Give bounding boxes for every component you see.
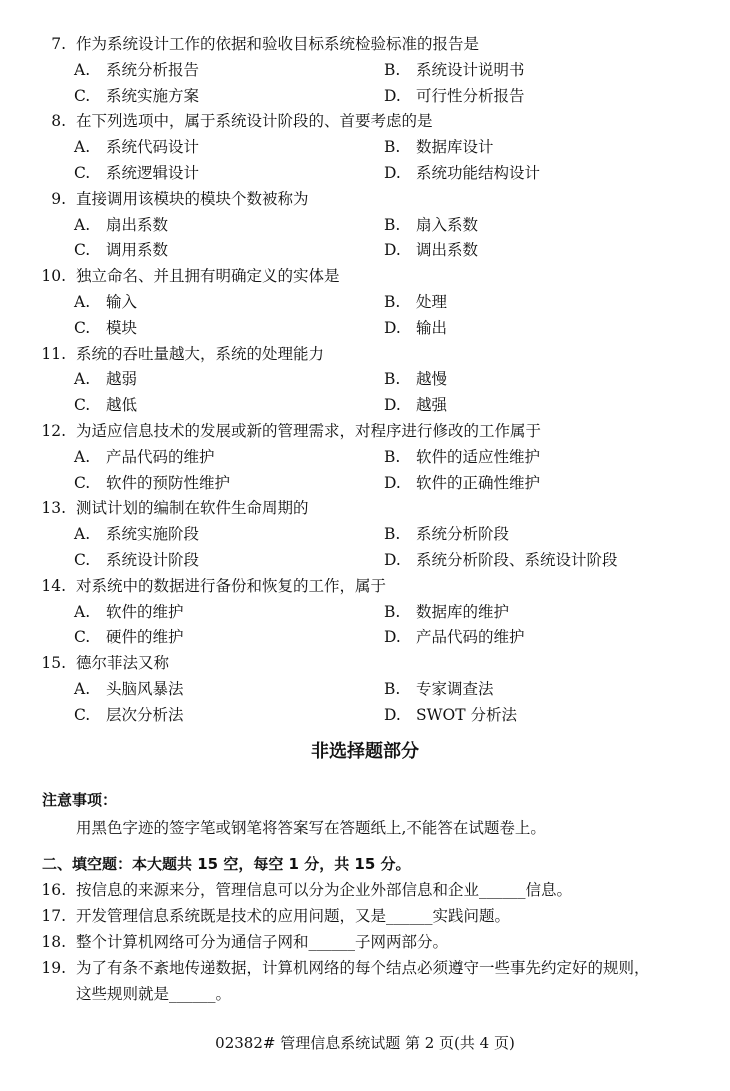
section-title: 非选择题部分	[311, 741, 419, 762]
question-number: 15.	[41, 654, 66, 673]
option-b: B. 数据库设计	[384, 138, 494, 157]
question-number: 13.	[41, 499, 66, 518]
question-number: 7.	[51, 35, 66, 53]
option-b: B. 专家调查法	[384, 679, 494, 698]
question-text: 为了有条不紊地传递数据，计算机网络的每个结点必须遵守一些事先约定好的规则，	[76, 959, 650, 977]
option-b: B. 扇入系数	[384, 215, 479, 234]
question-text: 对系统中的数据进行备份和恢复的工作，属于	[76, 576, 387, 595]
option-row	[0, 290, 730, 316]
option-c: C. 系统实施方案	[74, 86, 200, 105]
option-row	[0, 522, 730, 548]
question-text: 德尔菲法又称	[76, 654, 170, 673]
notice-body: 用黑色字迹的签字笔或钢笔将答案写在答题纸上,不能答在试题卷上。	[76, 819, 546, 837]
notice-title: 注意事项：	[42, 791, 118, 809]
option-c: C. 系统逻辑设计	[74, 163, 200, 182]
fill-blank-item	[0, 929, 730, 955]
option-a: A. 输入	[74, 292, 138, 311]
option-c: C. 硬件的维护	[74, 628, 184, 647]
fill-blank-item	[0, 903, 730, 929]
option-d: D. 调出系数	[384, 241, 479, 260]
option-d: D. 可行性分析报告	[384, 86, 525, 105]
fill-blank-list	[0, 877, 730, 1007]
question-text: 在下列选项中，属于系统设计阶段的、首要考虑的是	[76, 112, 433, 131]
option-d: D. 系统分析阶段、系统设计阶段	[384, 550, 618, 569]
option-row	[0, 58, 730, 84]
option-a: A. 软件的维护	[74, 602, 184, 621]
question-number: 19.	[41, 959, 66, 977]
question-stem	[0, 109, 730, 135]
option-c: C. 系统设计阶段	[74, 550, 200, 569]
question-text: 独立命名、并且拥有明确定义的实体是	[76, 267, 340, 286]
option-d: D. 产品代码的维护	[384, 628, 525, 647]
question-text: 作为系统设计工作的依据和验收目标系统检验标准的报告是	[76, 35, 480, 53]
question-stem	[0, 32, 730, 58]
option-row	[0, 135, 730, 161]
question-stem	[0, 264, 730, 290]
question-stem	[0, 496, 730, 522]
multiple-choice-list	[0, 32, 730, 729]
question-text: 测试计划的编制在软件生命周期的	[76, 499, 309, 518]
option-row	[0, 471, 730, 497]
question-number: 14.	[41, 576, 66, 595]
option-a: A. 系统分析报告	[74, 60, 200, 79]
option-a: A. 产品代码的维护	[74, 447, 215, 466]
option-row	[0, 316, 730, 342]
fill-blank-item	[0, 877, 730, 903]
option-a: A. 扇出系数	[74, 215, 169, 234]
question-stem	[0, 419, 730, 445]
option-row	[0, 677, 730, 703]
option-d: D. 越强	[384, 396, 448, 415]
fill-blank-item	[0, 955, 730, 981]
question-number: 18.	[41, 933, 66, 951]
question-number: 17.	[41, 907, 66, 925]
option-row	[0, 161, 730, 187]
fill-blank-heading: 二、填空题：本大题共 15 空，每空 1 分，共 15 分。	[42, 855, 411, 873]
option-row	[0, 84, 730, 110]
question-number: 8.	[51, 112, 66, 131]
question-text: 整个计算机网络可分为通信子网和______子网两部分。	[76, 933, 449, 951]
option-c: C. 软件的预防性维护	[74, 473, 231, 492]
option-c: C. 调用系数	[74, 241, 169, 260]
question-text-continuation: 这些规则就是______。	[76, 985, 232, 1003]
option-a: A. 越弱	[74, 370, 138, 389]
option-row	[0, 600, 730, 626]
option-c: C. 层次分析法	[74, 705, 184, 724]
question-text: 开发管理信息系统既是技术的应用问题，又是______实践问题。	[76, 907, 511, 925]
option-d: D. 软件的正确性维护	[384, 473, 541, 492]
question-stem	[0, 651, 730, 677]
fill-blank-item-continuation	[0, 981, 730, 1007]
question-number: 11.	[41, 344, 66, 363]
question-text: 直接调用该模块的模块个数被称为	[76, 189, 309, 208]
option-a: A. 系统实施阶段	[74, 525, 200, 544]
option-row	[0, 703, 730, 729]
option-d: D. SWOT 分析法	[384, 705, 518, 724]
option-b: B. 数据库的维护	[384, 602, 510, 621]
question-number: 10.	[41, 267, 66, 286]
question-number: 12.	[41, 421, 66, 440]
question-stem	[0, 187, 730, 213]
page-footer: 02382# 管理信息系统试题 第 2 页(共 4 页)	[215, 1034, 515, 1052]
option-d: D. 系统功能结构设计	[384, 163, 541, 182]
option-row	[0, 367, 730, 393]
option-row	[0, 445, 730, 471]
question-text: 为适应信息技术的发展或新的管理需求，对程序进行修改的工作属于	[76, 421, 542, 440]
option-b: B. 系统设计说明书	[384, 60, 525, 79]
option-a: A. 头脑风暴法	[74, 679, 184, 698]
question-text: 系统的吞吐量越大，系统的处理能力	[76, 344, 325, 363]
question-stem	[0, 574, 730, 600]
option-b: B. 越慢	[384, 370, 448, 389]
option-c: C. 模块	[74, 318, 138, 337]
question-text: 按信息的来源来分，管理信息可以分为企业外部信息和企业______信息。	[76, 881, 573, 899]
option-row	[0, 238, 730, 264]
option-row	[0, 213, 730, 239]
option-b: B. 系统分析阶段	[384, 525, 510, 544]
option-row	[0, 393, 730, 419]
question-number: 9.	[51, 189, 66, 208]
option-d: D. 输出	[384, 318, 448, 337]
option-row	[0, 548, 730, 574]
question-stem	[0, 342, 730, 368]
option-row	[0, 625, 730, 651]
question-number: 16.	[41, 881, 66, 899]
option-a: A. 系统代码设计	[74, 138, 200, 157]
option-c: C. 越低	[74, 396, 138, 415]
option-b: B. 处理	[384, 292, 448, 311]
option-b: B. 软件的适应性维护	[384, 447, 541, 466]
